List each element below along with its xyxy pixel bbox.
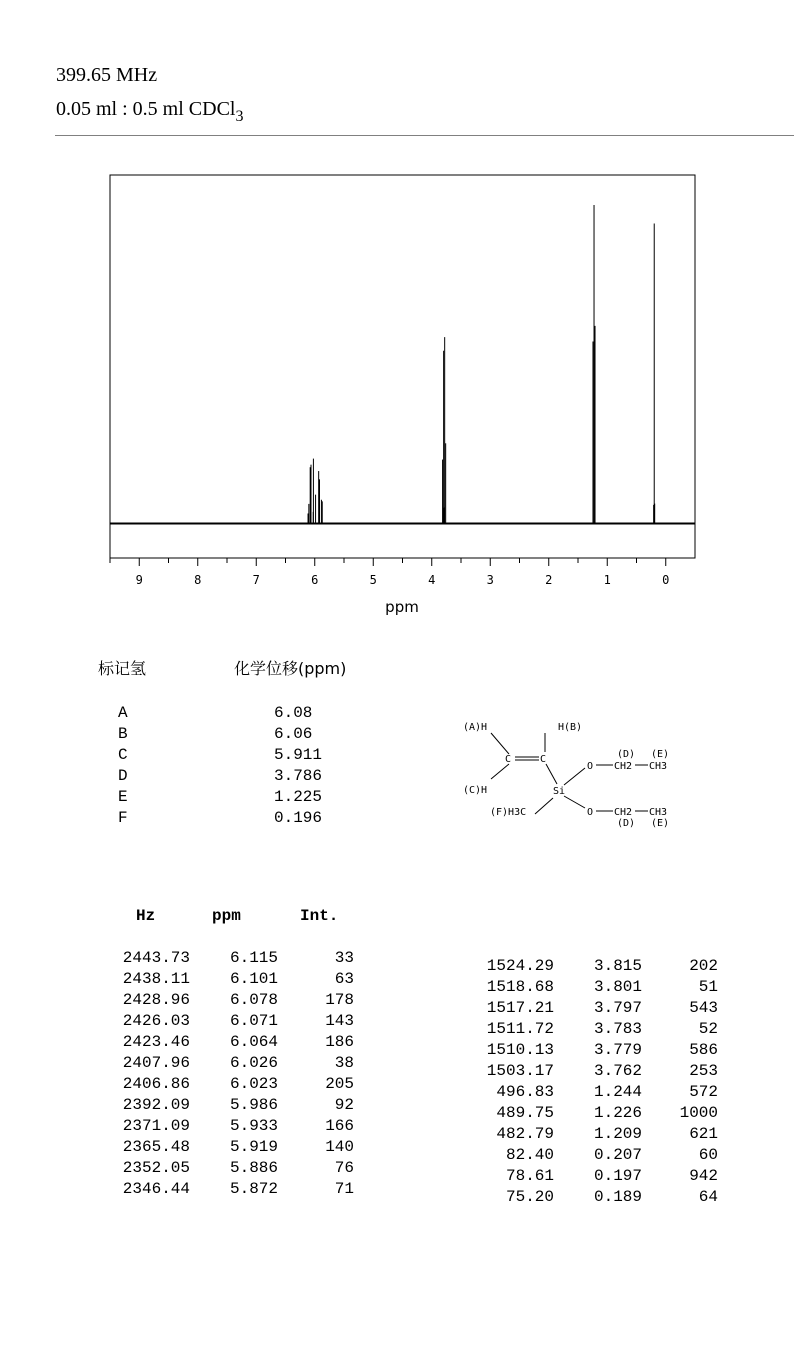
- atom-label: (F)H3C: [490, 807, 527, 818]
- peak-table-cell: 71: [334, 1180, 354, 1198]
- atom-label: (A)H: [463, 722, 488, 733]
- peak-table-cell: 33: [334, 949, 354, 967]
- assignment-shift: 1.225: [274, 788, 323, 806]
- assignment-label: B: [118, 725, 128, 743]
- peak-table-cell: 60: [698, 1146, 718, 1164]
- peak-table-cell: 2406.86: [122, 1075, 190, 1093]
- atom-label: (C)H: [463, 785, 488, 796]
- peak-table-cell: 186: [325, 1033, 354, 1051]
- x-tick-label: 8: [194, 573, 202, 587]
- atom-label: O: [587, 807, 594, 818]
- peak-table-left-hz: [100, 948, 190, 1200]
- bond: [491, 733, 509, 754]
- x-axis-ticks: [110, 558, 669, 587]
- atom-label: CH2: [614, 761, 633, 772]
- x-tick-label: 9: [135, 573, 143, 587]
- peak-table-header-hz: Hz: [136, 907, 156, 925]
- peak-table-cell: 5.872: [229, 1180, 278, 1198]
- peak-table-cell: 0.189: [593, 1188, 642, 1206]
- peak-table-cell: 6.023: [229, 1075, 278, 1093]
- x-tick-label: 2: [545, 573, 553, 587]
- group-label: (D): [617, 749, 636, 760]
- peak-table-cell: 3.815: [593, 957, 642, 975]
- peak-table-right-hz: [460, 956, 554, 1208]
- header-divider: [55, 135, 794, 136]
- assignment-header-shift: 化学位移(ppm): [234, 659, 347, 678]
- assignment-labels: [118, 703, 128, 829]
- peak-table-cell: 5.933: [229, 1117, 278, 1135]
- spectrometer-frequency: 399.65 MHz: [56, 64, 158, 86]
- x-tick-label: 3: [486, 573, 494, 587]
- peak-table-cell: 6.071: [229, 1012, 278, 1030]
- peak-table-cell: 205: [325, 1075, 354, 1093]
- peak-table-cell: 63: [334, 970, 354, 988]
- peak-table-cell: 489.75: [496, 1104, 554, 1122]
- spectrum-peaks: [308, 205, 655, 524]
- peak-table-cell: 1518.68: [486, 978, 554, 996]
- peak-table-cell: 2423.46: [122, 1033, 190, 1051]
- bond: [491, 764, 509, 779]
- peak-table-cell: 75.20: [505, 1188, 554, 1206]
- x-axis-label: ppm: [385, 598, 419, 616]
- peak-table-cell: 64: [698, 1188, 718, 1206]
- peak-table-cell: 5.986: [229, 1096, 278, 1114]
- peak-table-cell: 2426.03: [122, 1012, 190, 1030]
- peak-table-cell: 1.244: [593, 1083, 642, 1101]
- peak-table-cell: 253: [689, 1062, 718, 1080]
- peak-table-cell: 1511.72: [486, 1020, 554, 1038]
- peak-table-cell: 1510.13: [486, 1041, 554, 1059]
- peak-table-cell: 482.79: [496, 1125, 554, 1143]
- peak-table-cell: 2428.96: [122, 991, 190, 1009]
- peak-table-left-int: [290, 948, 354, 1200]
- peak-table-cell: 586: [689, 1041, 718, 1059]
- assignment-shifts: [274, 703, 322, 829]
- peak-table-header-int: Int.: [300, 907, 339, 925]
- peak-table-cell: 2392.09: [122, 1096, 190, 1114]
- x-tick-label: 5: [369, 573, 377, 587]
- peak-table-cell: 52: [698, 1020, 718, 1038]
- atom-label: CH3: [649, 807, 668, 818]
- atom-label: C: [505, 754, 512, 765]
- x-tick-label: 7: [252, 573, 260, 587]
- peak-table-cell: 543: [689, 999, 718, 1017]
- atom-label: H(B): [558, 722, 583, 733]
- assignment-shift: 6.08: [274, 704, 313, 722]
- atom-label: O: [587, 761, 594, 772]
- atom-label: C: [540, 754, 547, 765]
- peak-table-cell: 2365.48: [122, 1138, 190, 1156]
- atom-label: Si: [553, 786, 566, 797]
- peak-table-header-ppm: ppm: [212, 907, 241, 925]
- peak-table-cell: 76: [334, 1159, 354, 1177]
- peak-table-right-int: [650, 956, 718, 1208]
- peak-table-cell: 2443.73: [122, 949, 190, 967]
- group-label: (D): [617, 818, 636, 829]
- assignment-label: F: [118, 809, 128, 827]
- x-tick-label: 0: [662, 573, 670, 587]
- peak-table-cell: 942: [689, 1167, 718, 1185]
- x-tick-label: 1: [603, 573, 611, 587]
- peak-table-cell: 5.886: [229, 1159, 278, 1177]
- peak-table-cell: 140: [325, 1138, 354, 1156]
- assignment-shift: 5.911: [274, 746, 323, 764]
- peak-table-cell: 3.783: [593, 1020, 642, 1038]
- peak-table-cell: 2407.96: [122, 1054, 190, 1072]
- assignment-shift: 0.196: [274, 809, 323, 827]
- x-tick-label: 6: [311, 573, 319, 587]
- assignment-label: C: [118, 746, 128, 764]
- peak-table-cell: 496.83: [496, 1083, 554, 1101]
- peak-table-cell: 0.207: [593, 1146, 642, 1164]
- peak-table-right-ppm: [562, 956, 642, 1208]
- peak-table-cell: 51: [698, 978, 718, 996]
- peak-table-cell: 572: [689, 1083, 718, 1101]
- assignment-label: E: [118, 788, 128, 806]
- atom-label: CH2: [614, 807, 633, 818]
- peak-table-cell: 202: [689, 957, 718, 975]
- assignment-label: A: [118, 704, 128, 722]
- bond: [564, 768, 585, 785]
- peak-table-cell: 1000: [679, 1104, 718, 1122]
- group-label: (E): [651, 749, 670, 760]
- peak-table-cell: 1524.29: [486, 957, 554, 975]
- peak-table-cell: 3.801: [593, 978, 642, 996]
- sample-subscript: 3: [235, 108, 244, 125]
- peak-table-cell: 2346.44: [122, 1180, 190, 1198]
- peak-table-cell: 1.209: [593, 1125, 642, 1143]
- peak-table-cell: 6.026: [229, 1054, 278, 1072]
- peak-table-cell: 3.762: [593, 1062, 642, 1080]
- peak-table-cell: 2352.05: [122, 1159, 190, 1177]
- peak-table-left-ppm: [200, 948, 278, 1200]
- peak-table-cell: 2438.11: [122, 970, 190, 988]
- x-tick-label: 4: [428, 573, 436, 587]
- nmr-spectrum-chart: [0, 160, 794, 630]
- peak-table-cell: 3.797: [593, 999, 642, 1017]
- peak-table-cell: 143: [325, 1012, 354, 1030]
- molecular-structure: [455, 712, 685, 837]
- bond: [564, 796, 585, 808]
- peak-table-cell: 6.078: [229, 991, 278, 1009]
- peak-table-cell: 92: [334, 1096, 354, 1114]
- peak-table-cell: 178: [325, 991, 354, 1009]
- group-label: (E): [651, 818, 670, 829]
- peak-table-cell: 1503.17: [486, 1062, 554, 1080]
- bond: [546, 764, 557, 784]
- peak-table-cell: 166: [325, 1117, 354, 1135]
- peak-table-cell: 6.064: [229, 1033, 278, 1051]
- bond: [535, 798, 553, 814]
- plot-frame: [110, 175, 695, 558]
- peak-table-cell: 2371.09: [122, 1117, 190, 1135]
- peak-table-cell: 3.779: [593, 1041, 642, 1059]
- peak-table-cell: 82.40: [505, 1146, 554, 1164]
- sample-conditions: [56, 98, 243, 126]
- peak-table-cell: 6.101: [229, 970, 278, 988]
- peak-table-cell: 78.61: [505, 1167, 554, 1185]
- peak-table-cell: 621: [689, 1125, 718, 1143]
- assignment-label: D: [118, 767, 128, 785]
- peak-table-cell: 1517.21: [486, 999, 554, 1017]
- sample-text: 0.05 ml : 0.5 ml CDCl: [56, 98, 236, 120]
- assignment-shift: 3.786: [274, 767, 323, 785]
- assignment-header-label: 标记氢: [98, 659, 147, 678]
- peak-table-cell: 5.919: [229, 1138, 278, 1156]
- peak-table-cell: 6.115: [229, 949, 278, 967]
- peak-table-cell: 38: [334, 1054, 354, 1072]
- peak-table-cell: 0.197: [593, 1167, 642, 1185]
- peak-table-cell: 1.226: [593, 1104, 642, 1122]
- atom-label: CH3: [649, 761, 668, 772]
- assignment-shift: 6.06: [274, 725, 313, 743]
